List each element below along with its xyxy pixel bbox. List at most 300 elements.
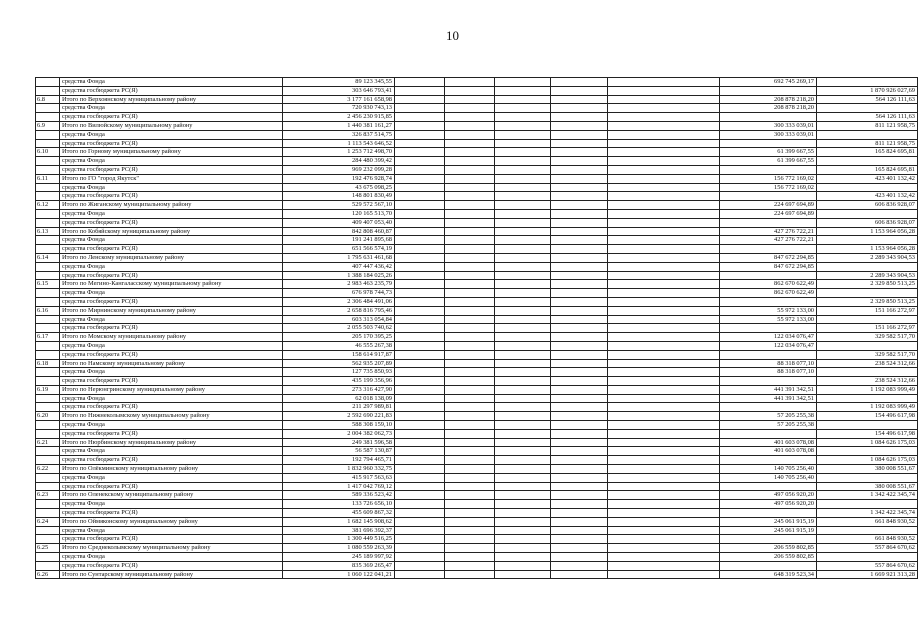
row-value-budget: 2 329 850 513,25 bbox=[817, 280, 918, 289]
row-label: средства Фонда bbox=[60, 315, 283, 324]
empty-cell bbox=[445, 271, 495, 280]
empty-cell bbox=[395, 130, 445, 139]
empty-cell bbox=[495, 262, 551, 271]
empty-cell bbox=[495, 394, 551, 403]
empty-cell bbox=[608, 280, 720, 289]
row-label: средства госбюджета РС(Я) bbox=[60, 350, 283, 359]
row-number bbox=[36, 561, 60, 570]
empty-cell bbox=[608, 429, 720, 438]
row-value-budget: 423 401 132,42 bbox=[817, 192, 918, 201]
row-label: средства госбюджета РС(Я) bbox=[60, 456, 283, 465]
row-value-fund: 497 056 920,20 bbox=[720, 491, 817, 500]
empty-cell bbox=[395, 385, 445, 394]
row-total: 326 837 514,75 bbox=[283, 130, 395, 139]
empty-cell bbox=[551, 121, 608, 130]
row-label: средства госбюджета РС(Я) bbox=[60, 509, 283, 518]
row-label: средства госбюджета РС(Я) bbox=[60, 218, 283, 227]
row-total: 249 381 596,58 bbox=[283, 438, 395, 447]
row-label: средства Фонда bbox=[60, 421, 283, 430]
empty-cell bbox=[395, 421, 445, 430]
row-value-fund: 140 705 256,40 bbox=[720, 465, 817, 474]
empty-cell bbox=[395, 473, 445, 482]
empty-cell bbox=[445, 438, 495, 447]
empty-cell bbox=[495, 130, 551, 139]
empty-cell bbox=[551, 86, 608, 95]
row-number bbox=[36, 104, 60, 113]
row-value-fund: 208 878 218,20 bbox=[720, 104, 817, 113]
row-value-fund: 847 672 294,85 bbox=[720, 253, 817, 262]
empty-cell bbox=[551, 570, 608, 579]
row-value-budget: 2 329 850 513,25 bbox=[817, 297, 918, 306]
empty-cell bbox=[445, 509, 495, 518]
empty-cell bbox=[445, 121, 495, 130]
table-row bbox=[36, 509, 918, 518]
empty-cell bbox=[608, 201, 720, 210]
row-number bbox=[36, 324, 60, 333]
empty-cell bbox=[495, 456, 551, 465]
empty-cell bbox=[551, 324, 608, 333]
empty-cell bbox=[395, 297, 445, 306]
empty-cell bbox=[395, 271, 445, 280]
row-value-fund: 140 705 256,40 bbox=[720, 473, 817, 482]
empty-cell bbox=[495, 491, 551, 500]
row-number: 6.8 bbox=[36, 95, 60, 104]
empty-cell bbox=[445, 236, 495, 245]
table-row bbox=[36, 465, 918, 474]
row-value-fund bbox=[720, 218, 817, 227]
empty-cell bbox=[395, 139, 445, 148]
table-row bbox=[36, 297, 918, 306]
empty-cell bbox=[495, 333, 551, 342]
row-number bbox=[36, 236, 60, 245]
table-row bbox=[36, 174, 918, 183]
empty-cell bbox=[551, 544, 608, 553]
row-number bbox=[36, 377, 60, 386]
empty-cell bbox=[495, 412, 551, 421]
empty-cell bbox=[495, 341, 551, 350]
empty-cell bbox=[495, 271, 551, 280]
empty-cell bbox=[551, 368, 608, 377]
empty-cell bbox=[495, 544, 551, 553]
row-value-budget bbox=[817, 421, 918, 430]
empty-cell bbox=[395, 227, 445, 236]
empty-cell bbox=[445, 157, 495, 166]
table-row bbox=[36, 429, 918, 438]
table-row bbox=[36, 315, 918, 324]
row-label: Итого по Ленскому муниципальному району bbox=[60, 253, 283, 262]
empty-cell bbox=[445, 561, 495, 570]
empty-cell bbox=[551, 350, 608, 359]
row-value-fund bbox=[720, 350, 817, 359]
row-total: 191 241 895,68 bbox=[283, 236, 395, 245]
empty-cell bbox=[608, 333, 720, 342]
empty-cell bbox=[495, 121, 551, 130]
row-label: средства Фонда bbox=[60, 236, 283, 245]
empty-cell bbox=[445, 95, 495, 104]
empty-cell bbox=[445, 253, 495, 262]
row-number bbox=[36, 130, 60, 139]
row-value-fund: 57 205 255,38 bbox=[720, 421, 817, 430]
empty-cell bbox=[445, 526, 495, 535]
empty-cell bbox=[551, 183, 608, 192]
empty-cell bbox=[608, 456, 720, 465]
empty-cell bbox=[395, 333, 445, 342]
row-total: 192 476 928,74 bbox=[283, 174, 395, 183]
empty-cell bbox=[551, 359, 608, 368]
empty-cell bbox=[445, 535, 495, 544]
row-number bbox=[36, 403, 60, 412]
empty-cell bbox=[445, 350, 495, 359]
empty-cell bbox=[445, 289, 495, 298]
empty-cell bbox=[495, 183, 551, 192]
row-total: 529 572 567,10 bbox=[283, 201, 395, 210]
row-label: Итого по Олёкминскому муниципальному району bbox=[60, 465, 283, 474]
table-row bbox=[36, 130, 918, 139]
row-label: Итого по Момскому муниципальному району bbox=[60, 333, 283, 342]
row-label: средства Фонда bbox=[60, 447, 283, 456]
row-label: средства Фонда bbox=[60, 183, 283, 192]
empty-cell bbox=[608, 491, 720, 500]
row-label: Итого по Нижнеколымскому муниципальному району bbox=[60, 412, 283, 421]
empty-cell bbox=[608, 86, 720, 95]
empty-cell bbox=[395, 438, 445, 447]
empty-cell bbox=[608, 78, 720, 87]
row-label: средства Фонда bbox=[60, 500, 283, 509]
row-total: 245 189 997,92 bbox=[283, 553, 395, 562]
empty-cell bbox=[445, 227, 495, 236]
empty-cell bbox=[395, 157, 445, 166]
empty-cell bbox=[445, 368, 495, 377]
row-total: 133 726 656,10 bbox=[283, 500, 395, 509]
empty-cell bbox=[395, 377, 445, 386]
empty-cell bbox=[445, 139, 495, 148]
row-value-fund: 206 559 802,85 bbox=[720, 553, 817, 562]
page-number: 10 bbox=[446, 28, 459, 43]
empty-cell bbox=[608, 509, 720, 518]
empty-cell bbox=[445, 491, 495, 500]
row-total: 284 480 399,42 bbox=[283, 157, 395, 166]
empty-cell bbox=[608, 174, 720, 183]
empty-cell bbox=[395, 148, 445, 157]
row-value-budget bbox=[817, 262, 918, 271]
row-total: 303 646 793,41 bbox=[283, 86, 395, 95]
row-number bbox=[36, 509, 60, 518]
row-value-budget: 151 166 272,97 bbox=[817, 324, 918, 333]
row-value-budget: 380 008 551,67 bbox=[817, 465, 918, 474]
row-total: 1 080 559 263,39 bbox=[283, 544, 395, 553]
empty-cell bbox=[495, 236, 551, 245]
empty-cell bbox=[608, 535, 720, 544]
empty-cell bbox=[551, 465, 608, 474]
row-total: 589 336 523,42 bbox=[283, 491, 395, 500]
empty-cell bbox=[445, 359, 495, 368]
empty-cell bbox=[608, 289, 720, 298]
empty-cell bbox=[608, 165, 720, 174]
empty-cell bbox=[495, 245, 551, 254]
row-label: средства госбюджета РС(Я) bbox=[60, 192, 283, 201]
row-value-fund bbox=[720, 509, 817, 518]
empty-cell bbox=[495, 297, 551, 306]
empty-cell bbox=[495, 95, 551, 104]
empty-cell bbox=[395, 429, 445, 438]
row-value-budget: 2 289 343 904,53 bbox=[817, 253, 918, 262]
row-number: 6.10 bbox=[36, 148, 60, 157]
empty-cell bbox=[608, 473, 720, 482]
empty-cell bbox=[608, 95, 720, 104]
row-value-fund: 862 670 622,49 bbox=[720, 280, 817, 289]
row-value-budget: 606 836 928,07 bbox=[817, 218, 918, 227]
empty-cell bbox=[445, 403, 495, 412]
empty-cell bbox=[551, 192, 608, 201]
empty-cell bbox=[445, 165, 495, 174]
empty-cell bbox=[551, 553, 608, 562]
row-value-fund bbox=[720, 561, 817, 570]
row-value-fund bbox=[720, 192, 817, 201]
empty-cell bbox=[608, 526, 720, 535]
empty-cell bbox=[495, 368, 551, 377]
row-total: 2 983 463 235,79 bbox=[283, 280, 395, 289]
row-number bbox=[36, 297, 60, 306]
empty-cell bbox=[445, 473, 495, 482]
row-value-budget: 661 848 930,52 bbox=[817, 535, 918, 544]
empty-cell bbox=[551, 517, 608, 526]
row-number bbox=[36, 482, 60, 491]
row-label: средства госбюджета РС(Я) bbox=[60, 561, 283, 570]
empty-cell bbox=[551, 280, 608, 289]
row-total: 1 795 631 461,68 bbox=[283, 253, 395, 262]
row-total: 1 300 449 516,25 bbox=[283, 535, 395, 544]
table-row bbox=[36, 104, 918, 113]
empty-cell bbox=[495, 139, 551, 148]
table-row bbox=[36, 544, 918, 553]
row-total: 2 306 484 491,06 bbox=[283, 297, 395, 306]
row-total: 842 808 460,87 bbox=[283, 227, 395, 236]
row-number bbox=[36, 86, 60, 95]
empty-cell bbox=[608, 148, 720, 157]
empty-cell bbox=[395, 350, 445, 359]
empty-cell bbox=[551, 95, 608, 104]
table-row bbox=[36, 377, 918, 386]
row-value-fund bbox=[720, 86, 817, 95]
row-label: Итого по Оленекскому муниципальному району bbox=[60, 491, 283, 500]
empty-cell bbox=[551, 130, 608, 139]
empty-cell bbox=[608, 104, 720, 113]
row-value-budget bbox=[817, 209, 918, 218]
row-value-fund: 122 034 076,47 bbox=[720, 333, 817, 342]
row-label: Итого по Мирнинскому муниципальному району bbox=[60, 306, 283, 315]
empty-cell bbox=[608, 394, 720, 403]
row-total: 43 675 098,25 bbox=[283, 183, 395, 192]
row-label: средства госбюджета РС(Я) bbox=[60, 297, 283, 306]
row-value-budget: 329 582 517,70 bbox=[817, 350, 918, 359]
empty-cell bbox=[445, 570, 495, 579]
row-value-fund bbox=[720, 403, 817, 412]
table-row bbox=[36, 245, 918, 254]
row-label: Итого по Кобяйскому муниципальному району bbox=[60, 227, 283, 236]
empty-cell bbox=[445, 130, 495, 139]
empty-cell bbox=[395, 544, 445, 553]
empty-cell bbox=[445, 201, 495, 210]
row-value-fund bbox=[720, 377, 817, 386]
row-total: 89 123 345,55 bbox=[283, 78, 395, 87]
row-label: Итого по Вилюйскому муниципальному району bbox=[60, 121, 283, 130]
row-number: 6.26 bbox=[36, 570, 60, 579]
row-value-fund bbox=[720, 113, 817, 122]
table-row bbox=[36, 289, 918, 298]
empty-cell bbox=[608, 236, 720, 245]
empty-cell bbox=[608, 262, 720, 271]
row-total: 127 735 850,93 bbox=[283, 368, 395, 377]
row-label: Итого по Среднеколымскому муниципальному району bbox=[60, 544, 283, 553]
empty-cell bbox=[445, 245, 495, 254]
row-label: средства госбюджета РС(Я) bbox=[60, 139, 283, 148]
empty-cell bbox=[608, 218, 720, 227]
table-row bbox=[36, 95, 918, 104]
empty-cell bbox=[445, 412, 495, 421]
row-value-fund: 300 333 039,01 bbox=[720, 121, 817, 130]
row-total: 158 614 917,87 bbox=[283, 350, 395, 359]
row-total: 1 113 543 646,52 bbox=[283, 139, 395, 148]
empty-cell bbox=[395, 500, 445, 509]
row-value-fund: 122 034 076,47 bbox=[720, 341, 817, 350]
row-value-fund: 55 972 133,00 bbox=[720, 306, 817, 315]
table-row bbox=[36, 165, 918, 174]
empty-cell bbox=[608, 297, 720, 306]
table-row bbox=[36, 553, 918, 562]
row-label: средства Фонда bbox=[60, 130, 283, 139]
row-value-budget: 811 121 958,75 bbox=[817, 139, 918, 148]
row-number: 6.18 bbox=[36, 359, 60, 368]
row-value-budget: 1 870 926 027,69 bbox=[817, 86, 918, 95]
row-total: 56 587 130,87 bbox=[283, 447, 395, 456]
row-label: средства Фонда bbox=[60, 289, 283, 298]
row-number bbox=[36, 421, 60, 430]
row-total: 148 801 830,49 bbox=[283, 192, 395, 201]
row-total: 381 696 392,37 bbox=[283, 526, 395, 535]
row-total: 562 935 207,89 bbox=[283, 359, 395, 368]
empty-cell bbox=[551, 148, 608, 157]
row-total: 415 917 563,63 bbox=[283, 473, 395, 482]
empty-cell bbox=[395, 315, 445, 324]
row-total: 2 055 503 740,62 bbox=[283, 324, 395, 333]
row-value-fund: 156 772 169,02 bbox=[720, 174, 817, 183]
empty-cell bbox=[395, 412, 445, 421]
empty-cell bbox=[495, 570, 551, 579]
empty-cell bbox=[395, 104, 445, 113]
empty-cell bbox=[445, 86, 495, 95]
empty-cell bbox=[495, 174, 551, 183]
empty-cell bbox=[551, 412, 608, 421]
empty-cell bbox=[551, 165, 608, 174]
row-total: 651 566 574,19 bbox=[283, 245, 395, 254]
row-label: средства госбюджета РС(Я) bbox=[60, 86, 283, 95]
empty-cell bbox=[551, 394, 608, 403]
table-row bbox=[36, 183, 918, 192]
row-label: Итого по Жиганскому муниципальному району bbox=[60, 201, 283, 210]
empty-cell bbox=[445, 315, 495, 324]
empty-cell bbox=[495, 165, 551, 174]
empty-cell bbox=[551, 341, 608, 350]
empty-cell bbox=[551, 201, 608, 210]
empty-cell bbox=[551, 218, 608, 227]
row-value-fund: 441 391 342,51 bbox=[720, 385, 817, 394]
row-value-budget: 238 524 312,66 bbox=[817, 359, 918, 368]
empty-cell bbox=[395, 78, 445, 87]
table-row bbox=[36, 412, 918, 421]
empty-cell bbox=[395, 359, 445, 368]
empty-cell bbox=[551, 526, 608, 535]
row-value-fund: 61 399 667,55 bbox=[720, 148, 817, 157]
empty-cell bbox=[445, 209, 495, 218]
row-number: 6.9 bbox=[36, 121, 60, 130]
empty-cell bbox=[395, 535, 445, 544]
empty-cell bbox=[608, 385, 720, 394]
row-total: 435 199 356,96 bbox=[283, 377, 395, 386]
empty-cell bbox=[495, 157, 551, 166]
row-value-budget: 423 401 132,42 bbox=[817, 174, 918, 183]
empty-cell bbox=[608, 315, 720, 324]
row-value-budget: 1 669 921 313,28 bbox=[817, 570, 918, 579]
table-row bbox=[36, 113, 918, 122]
empty-cell bbox=[395, 245, 445, 254]
row-total: 407 447 436,42 bbox=[283, 262, 395, 271]
row-value-budget bbox=[817, 553, 918, 562]
row-value-fund: 427 276 722,21 bbox=[720, 236, 817, 245]
row-value-fund: 88 318 077,10 bbox=[720, 368, 817, 377]
row-number bbox=[36, 394, 60, 403]
row-number bbox=[36, 183, 60, 192]
empty-cell bbox=[495, 517, 551, 526]
table-row bbox=[36, 350, 918, 359]
row-number: 6.20 bbox=[36, 412, 60, 421]
empty-cell bbox=[395, 509, 445, 518]
empty-cell bbox=[445, 517, 495, 526]
empty-cell bbox=[495, 201, 551, 210]
row-total: 3 177 161 658,98 bbox=[283, 95, 395, 104]
empty-cell bbox=[551, 236, 608, 245]
empty-cell bbox=[495, 289, 551, 298]
table-row bbox=[36, 447, 918, 456]
row-value-fund: 401 603 078,08 bbox=[720, 438, 817, 447]
row-value-fund bbox=[720, 482, 817, 491]
empty-cell bbox=[395, 192, 445, 201]
empty-cell bbox=[395, 280, 445, 289]
empty-cell bbox=[395, 341, 445, 350]
table-row bbox=[36, 500, 918, 509]
row-value-fund: 206 559 802,85 bbox=[720, 544, 817, 553]
empty-cell bbox=[395, 456, 445, 465]
row-value-budget bbox=[817, 104, 918, 113]
row-value-budget bbox=[817, 289, 918, 298]
empty-cell bbox=[608, 359, 720, 368]
empty-cell bbox=[445, 297, 495, 306]
empty-cell bbox=[445, 333, 495, 342]
empty-cell bbox=[551, 377, 608, 386]
empty-cell bbox=[551, 385, 608, 394]
empty-cell bbox=[495, 253, 551, 262]
empty-cell bbox=[395, 289, 445, 298]
table-row bbox=[36, 148, 918, 157]
row-value-budget: 661 848 930,52 bbox=[817, 517, 918, 526]
row-number bbox=[36, 78, 60, 87]
empty-cell bbox=[608, 561, 720, 570]
row-value-budget: 564 126 111,63 bbox=[817, 95, 918, 104]
empty-cell bbox=[495, 227, 551, 236]
row-label: Итого по Верхоянскому муниципальному району bbox=[60, 95, 283, 104]
empty-cell bbox=[495, 78, 551, 87]
row-label: средства госбюджета РС(Я) bbox=[60, 324, 283, 333]
empty-cell bbox=[495, 280, 551, 289]
